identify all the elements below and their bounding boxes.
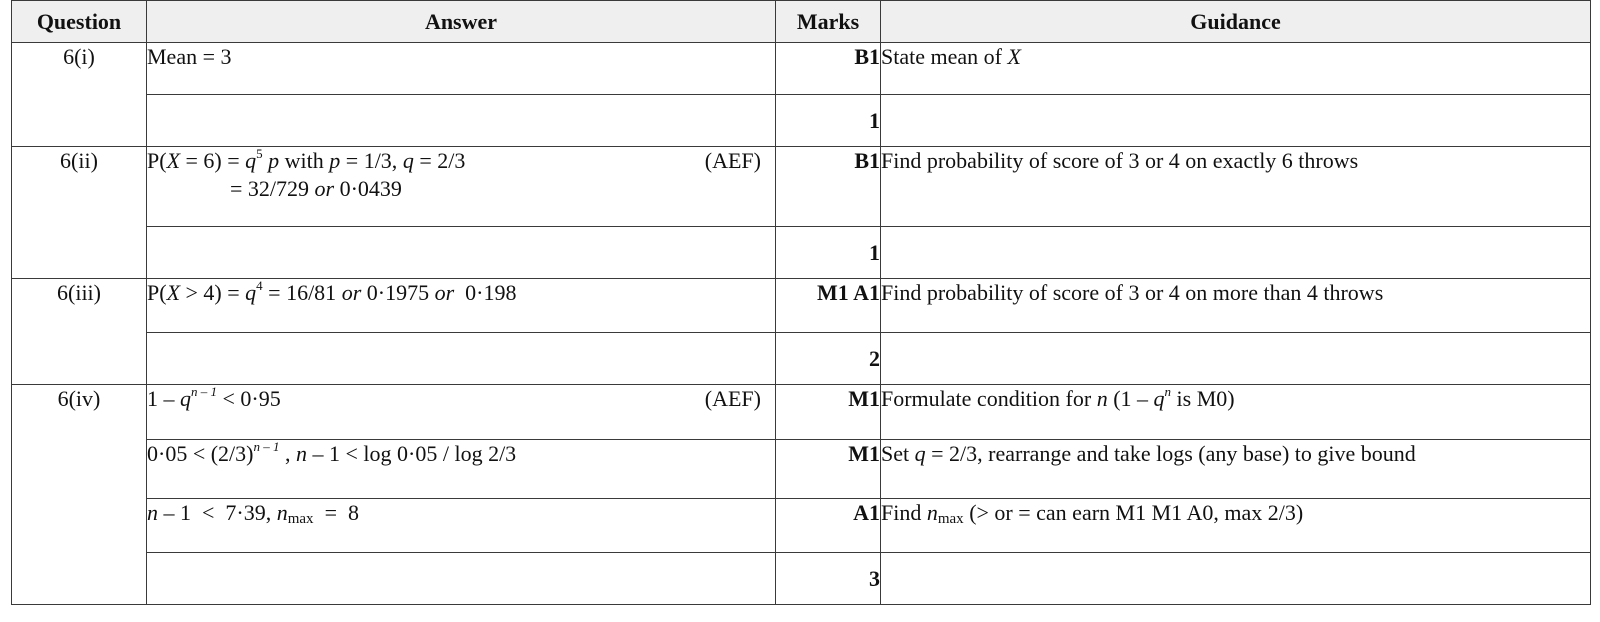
answer-cell [147, 43, 776, 95]
guidance-cell: Formulate condition for n ($1 - q^n$ is M0) [881, 385, 1591, 440]
mark-cell: M1 [776, 440, 881, 499]
guidance-cell: Find probability of score of 3 or 4 on exactly 6 throws [881, 147, 1591, 227]
question-label: 6(i) [12, 43, 147, 147]
total-marks: 2 [776, 333, 881, 385]
answer-cell-empty [147, 333, 776, 385]
answer-cell: $0\cdot 05 < (2/3)^{n - 1}$ , n – 1 < log 0·05 / log 2/3 [147, 440, 776, 499]
guidance-cell: Set q = 2/3, rearrange and take logs (any base) to give bound [881, 440, 1591, 499]
answer-cell-empty [147, 553, 776, 605]
mark-cell: A1 [776, 499, 881, 553]
mark-scheme-table [11, 0, 1591, 605]
table-row [12, 227, 1591, 279]
mark-cell: B1 [776, 43, 881, 95]
answer-cell [147, 147, 776, 227]
guidance-cell-empty [881, 553, 1591, 605]
question-label: 6(iv) [12, 385, 147, 605]
table-row [12, 43, 1591, 95]
table-row [12, 440, 1591, 499]
answer-cell: n – 1 < 7·39, $n_{max} = 8$ [147, 499, 776, 553]
guidance-cell-empty [881, 333, 1591, 385]
answer-cell-empty [147, 227, 776, 279]
guidance-cell-empty [881, 227, 1591, 279]
guidance-cell-empty [881, 95, 1591, 147]
header-answer: Answer [147, 1, 776, 43]
total-marks: 3 [776, 553, 881, 605]
total-marks: 1 [776, 227, 881, 279]
answer-text: Mean = 3 [147, 44, 232, 69]
table-row [12, 333, 1591, 385]
guidance-text: State mean of [881, 44, 1008, 69]
guidance-cell: Find $n_{max}$ (> or = can earn M1 M1 A0, max 2/3) [881, 499, 1591, 553]
header-marks: Marks [776, 1, 881, 43]
guidance-cell [881, 43, 1591, 95]
guidance-variable: X [1007, 44, 1021, 69]
question-label: 6(iii) [12, 279, 147, 385]
mark-cell: M1 [776, 385, 881, 440]
guidance-cell: Find probability of score of 3 or 4 on more than 4 throws [881, 279, 1591, 333]
table-row [12, 553, 1591, 605]
header-guidance: Guidance [881, 1, 1591, 43]
header-question: Question [12, 1, 147, 43]
answer-cell-empty [147, 95, 776, 147]
answer-line: $P(X = 6) = q^5$ p with p = 1/3, q = 2/3 [147, 146, 466, 173]
header-row [12, 1, 1591, 43]
table-row [12, 95, 1591, 147]
answer-cell: $P(X > 4) = q^4 = 16/81$ or 0·1975 or 0·198 [147, 279, 776, 333]
question-label: 6(ii) [12, 147, 147, 279]
mark-cell: B1 [776, 147, 881, 227]
aef-note: (AEF) [704, 386, 761, 411]
table-row [12, 499, 1591, 553]
table-row [12, 279, 1591, 333]
total-marks: 1 [776, 95, 881, 147]
answer-cell: (AEF) $1 - q^{n - 1} < 0\cdot 95$ [147, 385, 776, 440]
table-row [12, 147, 1591, 227]
aef-note: (AEF) [704, 148, 761, 173]
table-row [12, 385, 1591, 440]
mark-cell: M1 A1 [776, 279, 881, 333]
answer-line: = 32/729 or 0·0439 [230, 176, 402, 201]
